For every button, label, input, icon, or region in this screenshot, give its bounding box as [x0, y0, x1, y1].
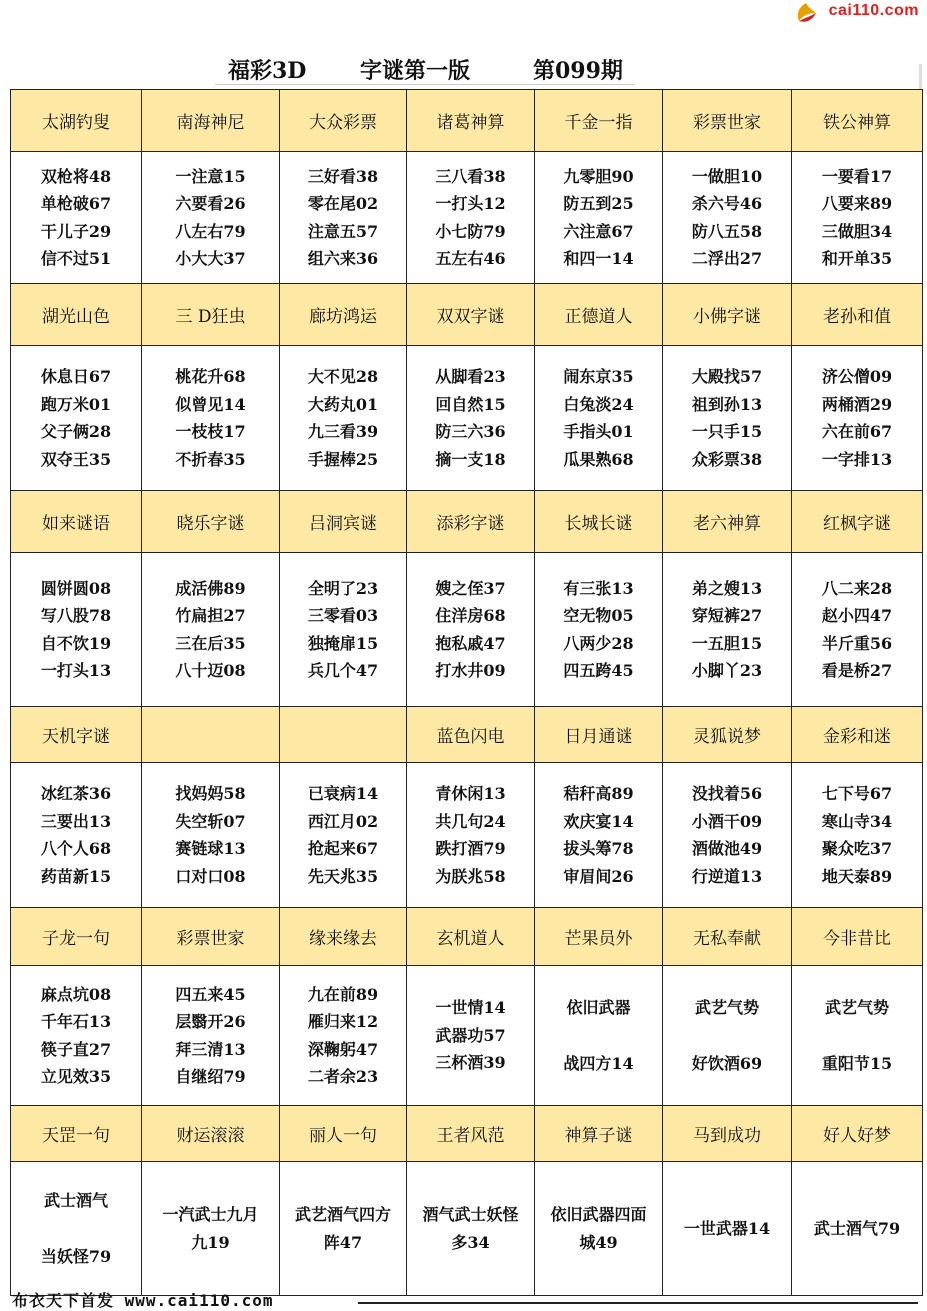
site-domain[interactable]: cai110.com	[828, 2, 919, 19]
riddle-cell	[142, 966, 280, 1106]
riddle-line: 两桶酒29	[821, 394, 893, 414]
riddle-line: 找妈妈58	[175, 784, 246, 803]
riddle-line: 闹东京35	[563, 367, 634, 386]
riddle-line: 好饮酒69	[691, 1053, 763, 1073]
riddle-source-name: 正德道人	[535, 284, 663, 346]
riddle-line: 跑万米01	[40, 394, 112, 414]
riddle-line: 独掩扉15	[307, 633, 379, 653]
riddle-line: 酒气武士妖怪	[422, 1205, 519, 1224]
riddle-line: 自不饮19	[40, 633, 112, 653]
riddle-line: 九三看39	[307, 422, 379, 441]
riddle-line: 八左右79	[175, 221, 246, 241]
riddle-line: 三要出13	[40, 811, 112, 831]
riddle-cell	[792, 152, 923, 284]
riddle-cell	[535, 763, 663, 908]
riddle-line: 城49	[579, 1232, 618, 1252]
riddle-source-name: 芒果员外	[535, 908, 663, 966]
riddle-table	[10, 89, 923, 1296]
riddle-cell	[663, 152, 792, 284]
riddle-line: 三零看03	[307, 606, 379, 625]
riddle-source-name: 日月通谜	[535, 707, 663, 763]
riddle-cell	[407, 346, 535, 491]
riddle-line: 武器功57	[435, 1025, 506, 1045]
riddle-line: 桃花升68	[175, 367, 246, 386]
riddle-source-name: 吕洞宾谜	[280, 491, 407, 553]
riddle-line: 不折春35	[175, 449, 246, 469]
riddle-line: 写八股78	[40, 606, 112, 625]
riddle-line: 多34	[451, 1232, 490, 1252]
riddle-source-name: 南海神尼	[142, 90, 280, 152]
riddle-line: 赛链球13	[175, 839, 246, 858]
header-row	[11, 491, 923, 553]
riddle-source-name: 廊坊鸿运	[280, 284, 407, 346]
riddle-line: 防八五58	[691, 221, 763, 241]
riddle-line: 重阳节15	[821, 1053, 893, 1073]
riddle-line: 聚众吃37	[821, 839, 893, 858]
riddle-line: 二浮出27	[691, 249, 763, 268]
riddle-line: 药苗新15	[40, 866, 112, 886]
riddle-line: 一汽武士九月	[162, 1205, 259, 1224]
riddle-line: 武艺气势	[694, 998, 759, 1017]
riddle-line: 共几句24	[435, 811, 506, 831]
riddle-row	[11, 1162, 923, 1296]
riddle-cell	[792, 553, 923, 707]
riddle-line: 三在后35	[175, 633, 246, 653]
title-underline	[215, 84, 635, 85]
riddle-source-name: 三 D狂虫	[142, 284, 280, 346]
title-edition: 字谜第一版	[360, 58, 471, 84]
riddle-line: 没找着56	[691, 784, 763, 803]
riddle-cell	[792, 346, 923, 491]
riddle-source-name: 蓝色闪电	[407, 707, 535, 763]
riddle-cell	[663, 966, 792, 1106]
riddle-source-name	[142, 707, 280, 763]
riddle-line: 当妖怪79	[40, 1246, 112, 1266]
riddle-cell	[280, 553, 407, 707]
riddle-line: 休息日67	[40, 367, 112, 386]
riddle-cell	[142, 152, 280, 284]
riddle-source-name: 如来谜语	[11, 491, 142, 553]
riddle-line: 小大大37	[175, 249, 246, 268]
riddle-cell	[280, 966, 407, 1106]
riddle-line: 层翳开26	[175, 1012, 246, 1031]
riddle-line: 回自然15	[435, 394, 506, 414]
riddle-line: 麻点坑08	[40, 984, 112, 1004]
line-gap	[11, 1215, 141, 1243]
riddle-source-name: 玄机道人	[407, 908, 535, 966]
riddle-line: 大殿找57	[691, 367, 763, 386]
riddle-cell	[11, 152, 142, 284]
riddle-source-name: 金彩和迷	[792, 707, 923, 763]
riddle-line: 小七防79	[435, 221, 506, 241]
footer-source: 布衣天下首发 www.cai110.com	[12, 1291, 274, 1310]
riddle-line: 武艺酒气四方	[294, 1205, 391, 1224]
riddle-source-name: 无私奉献	[663, 908, 792, 966]
riddle-line: 九零胆90	[563, 166, 634, 186]
riddle-cell	[407, 1162, 535, 1296]
footer-rule	[358, 1302, 918, 1304]
riddle-source-name: 缘来缘去	[280, 908, 407, 966]
riddle-line: 一打头13	[40, 661, 112, 680]
riddle-line: 大药丸01	[307, 394, 379, 414]
riddle-source-name: 湖光山色	[11, 284, 142, 346]
riddle-line: 行逆道13	[691, 866, 763, 886]
riddle-source-name: 灵狐说梦	[663, 707, 792, 763]
riddle-cell	[535, 966, 663, 1106]
riddle-line: 全明了23	[307, 578, 379, 598]
riddle-row	[11, 152, 923, 284]
riddle-line: 似曾见14	[175, 394, 246, 414]
line-gap	[792, 1022, 922, 1050]
riddle-line: 瓜果熟68	[563, 449, 634, 469]
riddle-line: 地天泰89	[821, 866, 893, 886]
riddle-line: 抱私戚47	[435, 633, 506, 653]
riddle-source-name: 红枫字谜	[792, 491, 923, 553]
riddle-cell	[280, 1162, 407, 1296]
riddle-line: 欢庆宴14	[563, 811, 634, 831]
riddle-source-name: 彩票世家	[663, 90, 792, 152]
riddle-line: 冰红茶36	[40, 784, 112, 803]
riddle-line: 竹扁担27	[175, 606, 246, 625]
riddle-row	[11, 763, 923, 908]
riddle-line: 嫂之侄37	[435, 578, 506, 598]
riddle-line: 筷子直27	[40, 1039, 112, 1059]
riddle-cell	[535, 1162, 663, 1296]
riddle-source-name: 天机字谜	[11, 707, 142, 763]
riddle-cell	[663, 1162, 792, 1296]
riddle-line: 穿短裤27	[691, 606, 763, 625]
riddle-source-name	[280, 707, 407, 763]
riddle-cell	[280, 152, 407, 284]
riddle-line: 零在尾02	[307, 194, 379, 213]
header-row	[11, 284, 923, 346]
riddle-line: 跌打酒79	[435, 839, 506, 858]
riddle-cell	[792, 1162, 923, 1296]
page-title	[0, 54, 927, 84]
riddle-row	[11, 346, 923, 491]
riddle-line: 众彩票38	[691, 449, 763, 469]
riddle-line: 祖到孙13	[691, 394, 763, 414]
riddle-line: 三好看38	[307, 166, 379, 186]
riddle-line: 西江月02	[307, 811, 379, 831]
line-gap	[535, 1022, 662, 1050]
riddle-source-name: 老六神算	[663, 491, 792, 553]
riddle-line: 酒做池49	[691, 839, 763, 858]
riddle-line: 深鞠躬47	[307, 1039, 379, 1059]
riddle-line: 和开单35	[821, 249, 893, 268]
riddle-line: 寒山寺34	[821, 811, 893, 831]
riddle-cell	[792, 966, 923, 1106]
riddle-line: 手握棒25	[307, 449, 379, 469]
riddle-line: 雁归来12	[307, 1012, 379, 1031]
riddle-line: 赵小四47	[821, 606, 893, 625]
riddle-line: 一要看17	[821, 166, 893, 186]
title-lottery: 福彩3D	[228, 58, 307, 84]
riddle-source-name: 丽人一句	[280, 1106, 407, 1162]
riddle-line: 一只手15	[691, 422, 763, 441]
riddle-line: 三做胆34	[821, 221, 893, 241]
riddle-line: 济公僧09	[821, 367, 893, 386]
riddle-cell	[407, 553, 535, 707]
riddle-cell	[11, 966, 142, 1106]
riddle-line: 白兔淡24	[563, 394, 634, 414]
riddle-cell	[663, 763, 792, 908]
riddle-line: 武士酒气79	[813, 1218, 901, 1238]
riddle-line: 一世武器14	[683, 1218, 771, 1238]
riddle-cell	[407, 152, 535, 284]
header-row	[11, 707, 923, 763]
riddle-source-name: 王者风范	[407, 1106, 535, 1162]
riddle-source-name: 双双字谜	[407, 284, 535, 346]
riddle-line: 半斤重56	[821, 633, 893, 653]
riddle-source-name: 铁公神算	[792, 90, 923, 152]
riddle-line: 一打头12	[435, 194, 506, 213]
riddle-cell	[280, 763, 407, 908]
riddle-line: 八两少28	[563, 633, 634, 653]
riddle-source-name: 添彩字谜	[407, 491, 535, 553]
riddle-source-name: 神算子谜	[535, 1106, 663, 1162]
riddle-cell	[11, 553, 142, 707]
riddle-line: 七下号67	[821, 784, 893, 803]
riddle-line: 武艺气势	[824, 998, 889, 1017]
riddle-line: 从脚看23	[435, 367, 506, 386]
riddle-line: 小酒干09	[691, 811, 763, 831]
riddle-line: 一世情14	[435, 998, 506, 1018]
riddle-line: 小脚丫23	[691, 661, 763, 680]
line-gap	[663, 1022, 791, 1050]
riddle-source-name: 诸葛神算	[407, 90, 535, 152]
riddle-line: 父子俩28	[40, 422, 112, 441]
riddle-line: 双夺王35	[40, 449, 112, 469]
riddle-line: 已衰病14	[307, 784, 379, 803]
riddle-line: 口对口08	[175, 866, 246, 886]
riddle-cell	[407, 966, 535, 1106]
riddle-cell	[142, 346, 280, 491]
header-row	[11, 908, 923, 966]
riddle-source-name: 千金一指	[535, 90, 663, 152]
riddle-line: 武士酒气	[43, 1191, 108, 1210]
riddle-line: 注意五57	[307, 221, 379, 241]
riddle-cell	[535, 152, 663, 284]
riddle-source-name: 今非昔比	[792, 908, 923, 966]
riddle-cell	[11, 346, 142, 491]
riddle-line: 四五来45	[175, 984, 246, 1004]
riddle-source-name: 财运滚滚	[142, 1106, 280, 1162]
riddle-line: 六注意67	[563, 221, 634, 241]
riddle-line: 大不见28	[307, 367, 379, 386]
riddle-line: 一五胆15	[691, 633, 763, 653]
title-period: 第099期	[533, 58, 623, 84]
riddle-cell	[535, 346, 663, 491]
riddle-line: 九在前89	[307, 984, 379, 1004]
riddle-line: 五左右46	[435, 249, 506, 268]
riddle-line: 干儿子29	[40, 221, 112, 241]
riddle-line: 九19	[191, 1232, 230, 1252]
riddle-source-name: 晓乐字谜	[142, 491, 280, 553]
riddle-line: 住洋房68	[435, 606, 506, 625]
riddle-line: 审眉间26	[563, 866, 634, 886]
riddle-line: 自继绍79	[175, 1067, 246, 1086]
riddle-cell	[142, 553, 280, 707]
riddle-source-name: 小佛字谜	[663, 284, 792, 346]
riddle-line: 看是桥27	[821, 661, 893, 680]
riddle-source-name: 天罡一句	[11, 1106, 142, 1162]
riddle-line: 手指头01	[563, 422, 634, 441]
riddle-cell	[280, 346, 407, 491]
riddle-line: 六要看26	[175, 194, 246, 213]
riddle-line: 八要来89	[821, 194, 893, 213]
riddle-line: 和四一14	[563, 249, 634, 268]
riddle-line: 拜三清13	[175, 1039, 246, 1059]
riddle-line: 依旧武器	[566, 998, 631, 1017]
riddle-line: 一做胆10	[691, 166, 763, 186]
riddle-cell	[535, 553, 663, 707]
riddle-line: 打水井09	[435, 661, 506, 680]
riddle-line: 依旧武器四面	[550, 1205, 647, 1224]
riddle-cell	[142, 763, 280, 908]
riddle-line: 有三张13	[563, 578, 634, 598]
riddle-row	[11, 553, 923, 707]
riddle-line: 青休闲13	[435, 784, 506, 803]
riddle-line: 圆饼圆08	[40, 578, 112, 598]
riddle-line: 失空斩07	[175, 811, 246, 831]
riddle-source-name: 子龙一句	[11, 908, 142, 966]
riddle-line: 一字排13	[821, 449, 893, 469]
riddle-row	[11, 966, 923, 1106]
riddle-line: 二者余23	[307, 1067, 379, 1086]
riddle-line: 信不过51	[40, 249, 112, 268]
top-bar	[0, 0, 927, 30]
riddle-line: 摘一支18	[435, 449, 506, 469]
riddle-line: 先天兆35	[307, 866, 379, 886]
riddle-cell	[663, 346, 792, 491]
riddle-source-name: 彩票世家	[142, 908, 280, 966]
riddle-line: 八个人68	[40, 839, 112, 858]
riddle-source-name: 老孙和值	[792, 284, 923, 346]
riddle-line: 杀六号46	[691, 194, 763, 213]
riddle-source-name: 长城长谜	[535, 491, 663, 553]
riddle-line: 成活佛89	[175, 578, 246, 598]
riddle-cell	[11, 763, 142, 908]
riddle-line: 拔头筹78	[563, 839, 634, 858]
riddle-line: 八二来28	[821, 578, 893, 598]
riddle-source-name: 太湖钓叟	[11, 90, 142, 152]
riddle-source-name: 好人好梦	[792, 1106, 923, 1162]
riddle-line: 弟之嫂13	[691, 578, 763, 598]
riddle-line: 双枪将48	[40, 166, 112, 186]
riddle-line: 四五跨45	[563, 661, 634, 680]
riddle-line: 组六来36	[307, 249, 379, 268]
riddle-cell	[142, 1162, 280, 1296]
cai110-logo-icon	[793, 1, 819, 25]
riddle-line: 六在前67	[821, 422, 893, 441]
riddle-cell	[663, 553, 792, 707]
riddle-line: 阵47	[323, 1232, 363, 1252]
riddle-line: 兵几个47	[307, 661, 379, 680]
riddle-cell	[11, 1162, 142, 1296]
riddle-line: 三八看38	[435, 166, 506, 186]
header-row	[11, 1106, 923, 1162]
riddle-line: 一注意15	[175, 166, 246, 186]
riddle-line: 单枪破67	[40, 194, 112, 213]
header-row	[11, 90, 923, 152]
riddle-cell	[407, 763, 535, 908]
riddle-line: 空无物05	[563, 606, 634, 625]
riddle-source-name: 马到成功	[663, 1106, 792, 1162]
riddle-cell	[792, 763, 923, 908]
riddle-line: 立见效35	[40, 1067, 112, 1086]
riddle-line: 为朕兆58	[435, 866, 506, 886]
riddle-source-name: 大众彩票	[280, 90, 407, 152]
riddle-line: 战四方14	[563, 1053, 634, 1073]
riddle-line: 一枝枝17	[175, 422, 246, 441]
riddle-line: 三杯酒39	[435, 1053, 506, 1073]
riddle-line: 八十迈08	[175, 661, 246, 680]
riddle-line: 秸秆高89	[563, 784, 634, 803]
riddle-line: 千年石13	[40, 1012, 112, 1031]
riddle-line: 抢起来67	[307, 839, 379, 858]
riddle-line: 防五到25	[563, 194, 634, 213]
riddle-line: 防三六36	[435, 422, 506, 441]
